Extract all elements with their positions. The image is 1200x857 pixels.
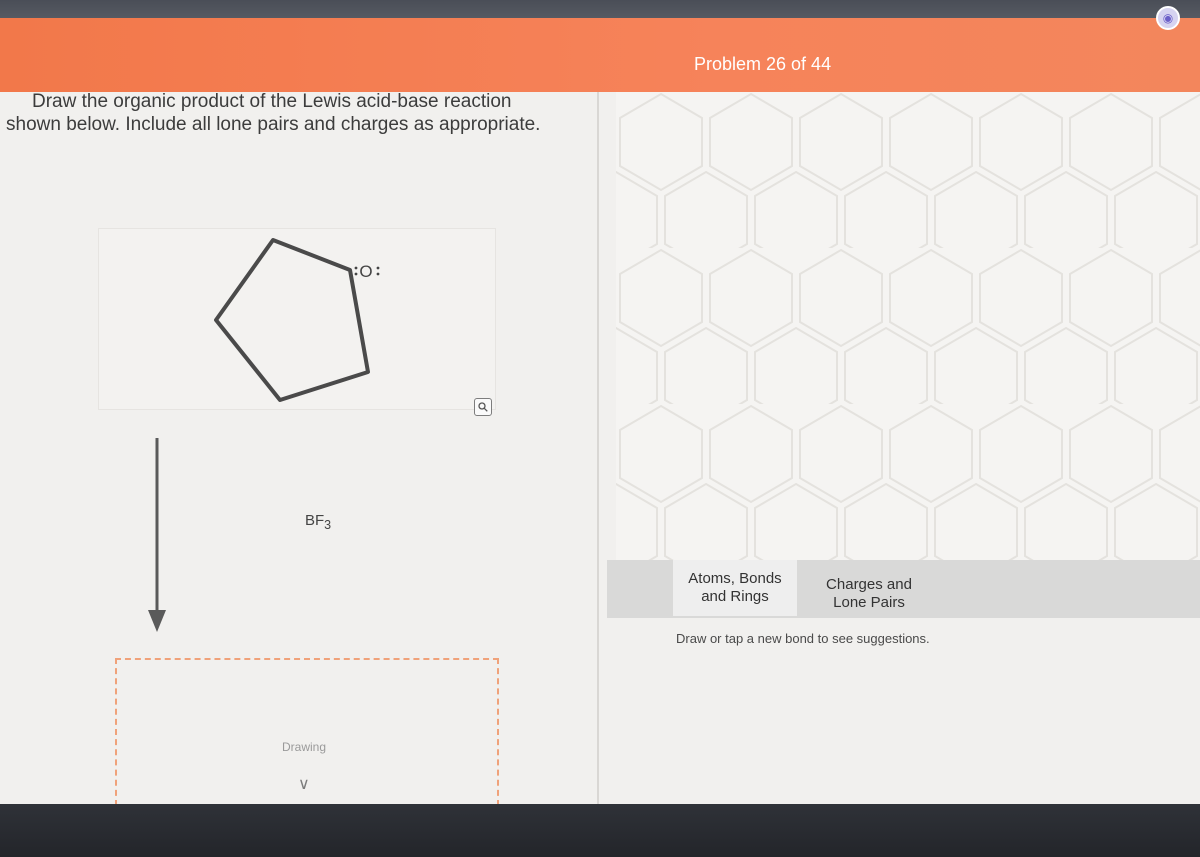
drawing-canvas[interactable] [616, 92, 1200, 562]
lone-pair-dot [377, 267, 380, 270]
answer-placeholder: Drawing [282, 740, 327, 754]
reagent-subscript: 3 [324, 518, 332, 532]
bond-suggestion-hint: Draw or tap a new bond to see suggestions. [676, 631, 930, 646]
tab-atoms-bonds-rings[interactable] [673, 560, 797, 616]
lone-pair-dot [355, 273, 358, 276]
tab-charges-lone-pairs-line1: Charges and [826, 576, 912, 593]
reaction-arrow [148, 436, 178, 636]
tools-bar [607, 560, 1200, 618]
question-line-2: shown below. Include all lone pairs and charges as appropriate. [6, 114, 541, 135]
question-line-1: Draw the organic product of the Lewis acid-base reaction [32, 91, 512, 112]
panel-divider [597, 92, 599, 804]
reagent-label [305, 512, 331, 532]
device-bezel-bottom [0, 804, 1200, 857]
oxygen-atom-label: O [359, 262, 373, 281]
account-icon[interactable]: ◉ [1156, 6, 1180, 30]
tab-atoms-bonds-rings-line1: Atoms, Bonds [688, 570, 782, 587]
chevron-down-icon[interactable]: ∨ [298, 776, 310, 793]
tab-atoms-bonds-rings-line2: and Rings [701, 588, 769, 605]
header-icons [1156, 6, 1180, 30]
lone-pair-dot [377, 273, 380, 276]
cyclopentane-ring [216, 240, 368, 400]
zoom-button[interactable] [474, 398, 492, 416]
problem-counter: Problem 26 of 44 [694, 54, 832, 74]
zoom-icon [478, 402, 488, 412]
reactant-molecule [0, 0, 600, 430]
hexagon-grid-background [616, 92, 1200, 562]
lone-pair-dot [355, 267, 358, 270]
reagent-formula: BF [305, 512, 325, 529]
tab-charges-lone-pairs[interactable] [807, 560, 931, 622]
tab-charges-lone-pairs-line2: Lone Pairs [833, 594, 905, 611]
